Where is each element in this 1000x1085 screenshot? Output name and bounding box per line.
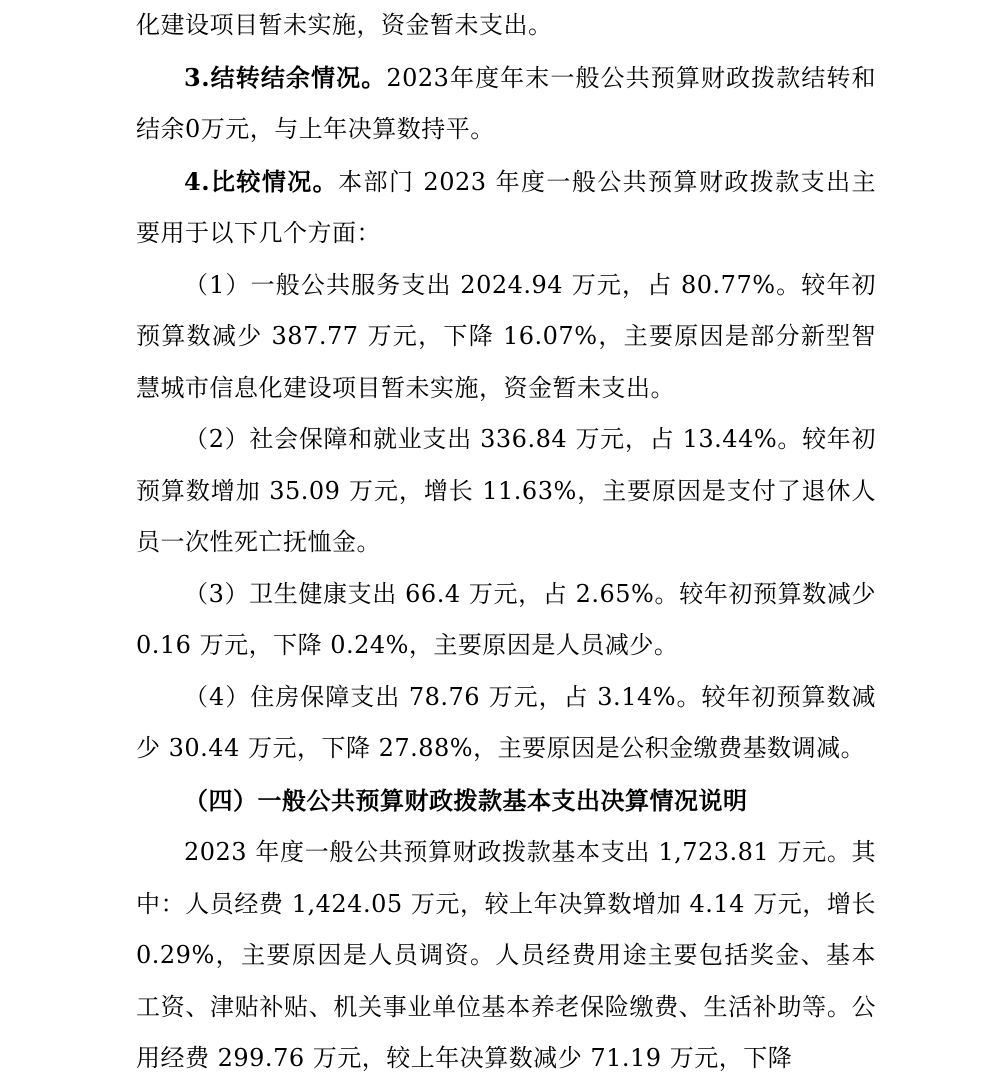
paragraph-continuation bbox=[136, 0, 876, 52]
paragraph-comparison bbox=[136, 156, 876, 260]
paragraph-text: 2023 年度一般公共预算财政拨款基本支出 1,723.81 万元。其中：人员经费 1,424.05 万元，较上年决算数增加 4.14 万元，增长 0.29%，主要原因是人员调资。人员经费用途主要包括奖金、基本工资、津贴补贴、机关事业单位基本养老保险缴费、生活补助等。公用经费 299.76 万元，较上年决算数减少 71.19 万元，下降 bbox=[136, 838, 876, 1072]
paragraph-carryover bbox=[136, 52, 876, 156]
paragraph-text: 化建设项目暂未实施，资金暂未支出。 bbox=[136, 11, 553, 39]
section-heading-text: （四）一般公共预算财政拨款基本支出决算情况说明 bbox=[184, 785, 748, 815]
paragraph-item-3 bbox=[136, 569, 876, 672]
paragraph-text: 2023年度年末一般公共预算财政拨款结转和结余0万元，与上年决算数持平。 bbox=[136, 63, 876, 143]
paragraph-text: （2）社会保障和就业支出 336.84 万元，占 13.44%。较年初预算数增加 35.09 万元，增长 11.63%，主要原因是支付了退休人员一次性死亡抚恤金。 bbox=[136, 425, 876, 556]
paragraph-item-4 bbox=[136, 672, 876, 775]
paragraph-item-1 bbox=[136, 260, 876, 415]
paragraph-text: 本部门 2023 年度一般公共预算财政拨款支出主要用于以下几个方面： bbox=[136, 167, 876, 247]
paragraph-basic-expenditure bbox=[136, 827, 876, 1085]
paragraph-text: （1）一般公共服务支出 2024.94 万元，占 80.77%。较年初预算数减少 387.77 万元，下降 16.07%，主要原因是部分新型智慧城市信息化建设项目暂未实施，资金暂未支出。 bbox=[136, 270, 876, 402]
paragraph-heading: 4.比较情况。 bbox=[184, 166, 339, 196]
paragraph-item-2 bbox=[136, 414, 876, 569]
paragraph-heading: 3.结转结余情况。 bbox=[184, 62, 387, 92]
paragraph-text: （3）卫生健康支出 66.4 万元，占 2.65%。较年初预算数减少 0.16 万元，下降 0.24%，主要原因是人员减少。 bbox=[136, 579, 876, 659]
document-page bbox=[136, 0, 876, 1085]
section-heading bbox=[136, 775, 876, 828]
paragraph-text: （4）住房保障支出 78.76 万元，占 3.14%。较年初预算数减少 30.44 万元，下降 27.88%，主要原因是公积金缴费基数调减。 bbox=[136, 682, 876, 762]
